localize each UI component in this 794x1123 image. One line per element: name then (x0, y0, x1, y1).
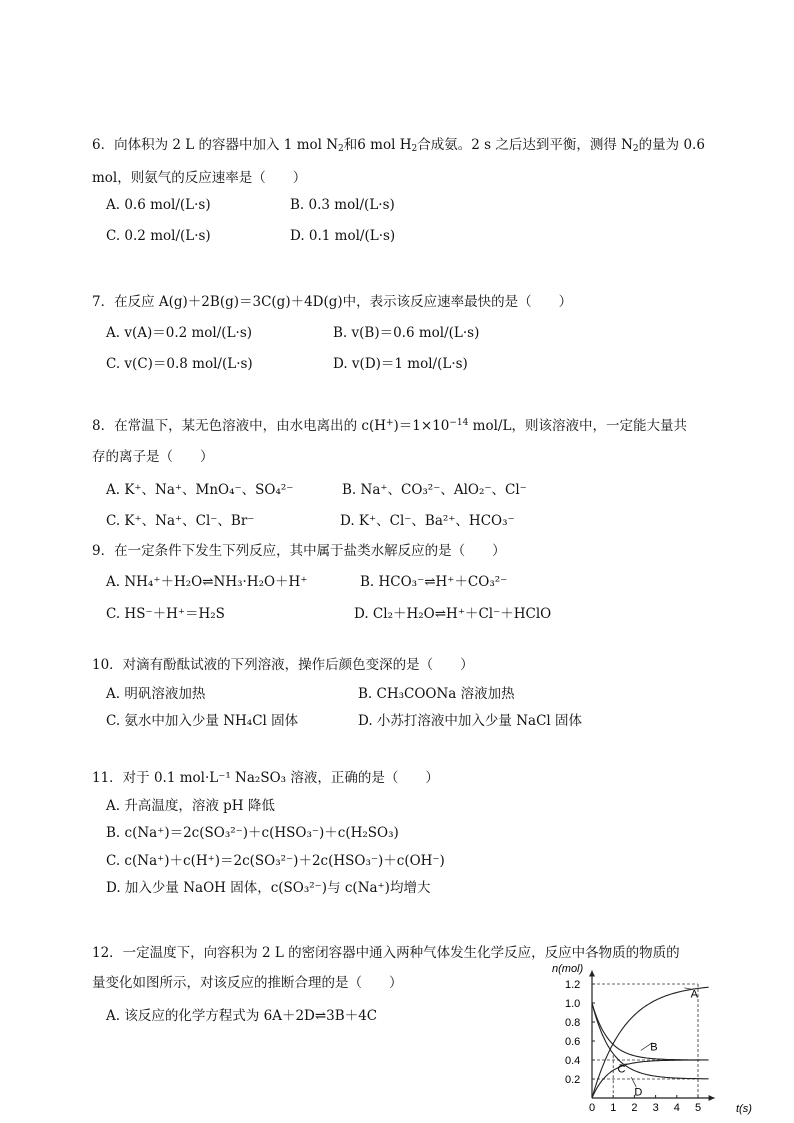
x-tick-label: 1 (610, 1102, 617, 1114)
y-tick-label: 0.8 (565, 1017, 581, 1029)
q8-option-a[interactable]: A. K⁺、Na⁺、MnO₄⁻、SO₄²⁻ (106, 482, 294, 498)
question-6-stem-line1 (92, 133, 705, 153)
q10-option-b[interactable]: B. CH₃COONa 溶液加热 (358, 686, 515, 702)
q8-text-c: mol/L，则该溶液中，一定能大量共 (468, 418, 687, 434)
series-label-C: C (617, 1063, 626, 1076)
q8-option-b[interactable]: B. Na⁺、CO₃²⁻、AlO₂⁻、Cl⁻ (342, 482, 527, 498)
q11-option-c[interactable]: C. c(Na⁺)＋c(H⁺)＝2c(SO₃²⁻)＋2c(HSO₃⁻)＋c(OH⁻) (106, 853, 445, 869)
graph-x-label: t(s) (736, 1103, 752, 1115)
question-6-stem-line2: mol，则氨气的反应速率是（ ） (92, 170, 307, 186)
y-axis-arrow (589, 971, 595, 977)
x-tick-label: 0 (589, 1102, 596, 1114)
question-8-stem-line1 (92, 414, 687, 434)
x-tick-label: 5 (695, 1102, 702, 1114)
q10-option-c[interactable]: C. 氨水中加入少量 NH₄Cl 固体 (106, 713, 299, 729)
q6-option-d[interactable]: D. 0.1 mol/(L·s) (290, 228, 396, 244)
q8-sup-plus: + (385, 418, 394, 428)
q11-option-a[interactable]: A. 升高温度，溶液 pH 降低 (106, 798, 275, 814)
y-tick-label: 0.2 (565, 1074, 581, 1086)
question-9-stem: 9．在一定条件下发生下列反应，其中属于盐类水解反应的是（ ） (92, 543, 506, 559)
graph-tick-labels (565, 979, 701, 1114)
x-tick-label: 2 (631, 1102, 638, 1114)
q8-sup-exp: −14 (449, 418, 469, 428)
q6-option-c[interactable]: C. 0.2 mol/(L·s) (106, 228, 211, 244)
q8-option-c[interactable]: C. K⁺、Na⁺、Cl⁻、Br⁻ (106, 513, 255, 529)
graph-y-label: n(mol) (552, 963, 584, 975)
question-11-stem: 11．对于 0.1 mol·L⁻¹ Na₂SO₃ 溶液，正确的是（ ） (92, 770, 439, 786)
q9-option-b[interactable]: B. HCO₃⁻⇌H⁺＋CO₃²⁻ (360, 574, 508, 590)
q8-option-d[interactable]: D. K⁺、Cl⁻、Ba²⁺、HCO₃⁻ (340, 513, 515, 529)
reaction-graph (548, 960, 768, 1120)
y-tick-label: 1.2 (565, 979, 581, 991)
series-label-B: B (650, 1041, 658, 1054)
q11-option-d[interactable]: D. 加入少量 NaOH 固体，c(SO₃²⁻)与 c(Na⁺)均增大 (106, 880, 431, 896)
q6-text-d: 的量为 0.6 (638, 137, 705, 153)
q6-text-c: 合成氨。2 s 之后达到平衡，测得 N (417, 137, 633, 153)
x-tick-label: 3 (652, 1102, 659, 1114)
y-tick-label: 0.4 (565, 1055, 581, 1067)
q7-option-a[interactable]: A. v(A)＝0.2 mol/(L·s) (106, 325, 253, 341)
q6-option-b[interactable]: B. 0.3 mol/(L·s) (290, 197, 395, 213)
q6-option-a[interactable]: A. 0.6 mol/(L·s) (106, 197, 211, 213)
q9-option-a[interactable]: A. NH₄⁺＋H₂O⇌NH₃·H₂O＋H⁺ (106, 574, 308, 590)
graph-guides (592, 984, 698, 1098)
x-tick-label: 4 (673, 1102, 680, 1114)
q7-option-d[interactable]: D. v(D)＝1 mol/(L·s) (333, 356, 468, 372)
q10-option-a[interactable]: A. 明矾溶液加热 (106, 686, 206, 702)
q6-text-a: 6．向体积为 2 L 的容器中加入 1 mol N (92, 137, 339, 153)
q6-sub-2: 2 (411, 144, 418, 154)
q6-sub-1: 2 (338, 144, 344, 154)
q7-option-b[interactable]: B. v(B)＝0.6 mol/(L·s) (333, 325, 480, 341)
q9-option-c[interactable]: C. HS⁻＋H⁺＝H₂S (106, 606, 225, 622)
q7-option-c[interactable]: C. v(C)＝0.8 mol/(L·s) (106, 356, 253, 372)
question-8-stem-line2: 存的离子是（ ） (92, 449, 214, 465)
q8-text-b: )＝1×10 (393, 418, 450, 434)
q10-option-d[interactable]: D. 小苏打溶液中加入少量 NaCl 固体 (358, 713, 583, 729)
q6-text-b: 和6 mol H (343, 137, 412, 153)
question-12-stem-line2: 量变化如图所示，对该反应的推断合理的是（ ） (92, 975, 403, 991)
q8-text-a: 8．在常温下，某无色溶液中，由水电离出的 c(H (92, 418, 386, 434)
question-7-stem: 7．在反应 A(g)＋2B(g)＝3C(g)＋4D(g)中，表示该反应速率最快的是（ ） (92, 294, 573, 310)
series-label-D: D (634, 1086, 643, 1099)
y-tick-label: 0.6 (565, 1036, 581, 1048)
y-tick-label: 1.0 (565, 998, 581, 1010)
question-12-stem-line1: 12．一定温度下，向容积为 2 L 的密闭容器中通入两种气体发生化学反应，反应中各物质的物质的 (92, 945, 680, 961)
q12-option-a[interactable]: A. 该反应的化学方程式为 6A＋2D⇌3B＋4C (106, 1008, 378, 1024)
q9-option-d[interactable]: D. Cl₂＋H₂O⇌H⁺＋Cl⁻＋HClO (354, 606, 552, 622)
question-10-stem: 10．对滴有酚酞试液的下列溶液，操作后颜色变深的是（ ） (92, 657, 474, 673)
x-axis-arrow (709, 1095, 715, 1101)
series-label-A: A (690, 988, 698, 1001)
graph-series (592, 987, 709, 1098)
q6-sub-3: 2 (632, 144, 639, 154)
q11-option-b[interactable]: B. c(Na⁺)＝2c(SO₃²⁻)＋c(HSO₃⁻)＋c(H₂SO₃) (106, 825, 399, 841)
